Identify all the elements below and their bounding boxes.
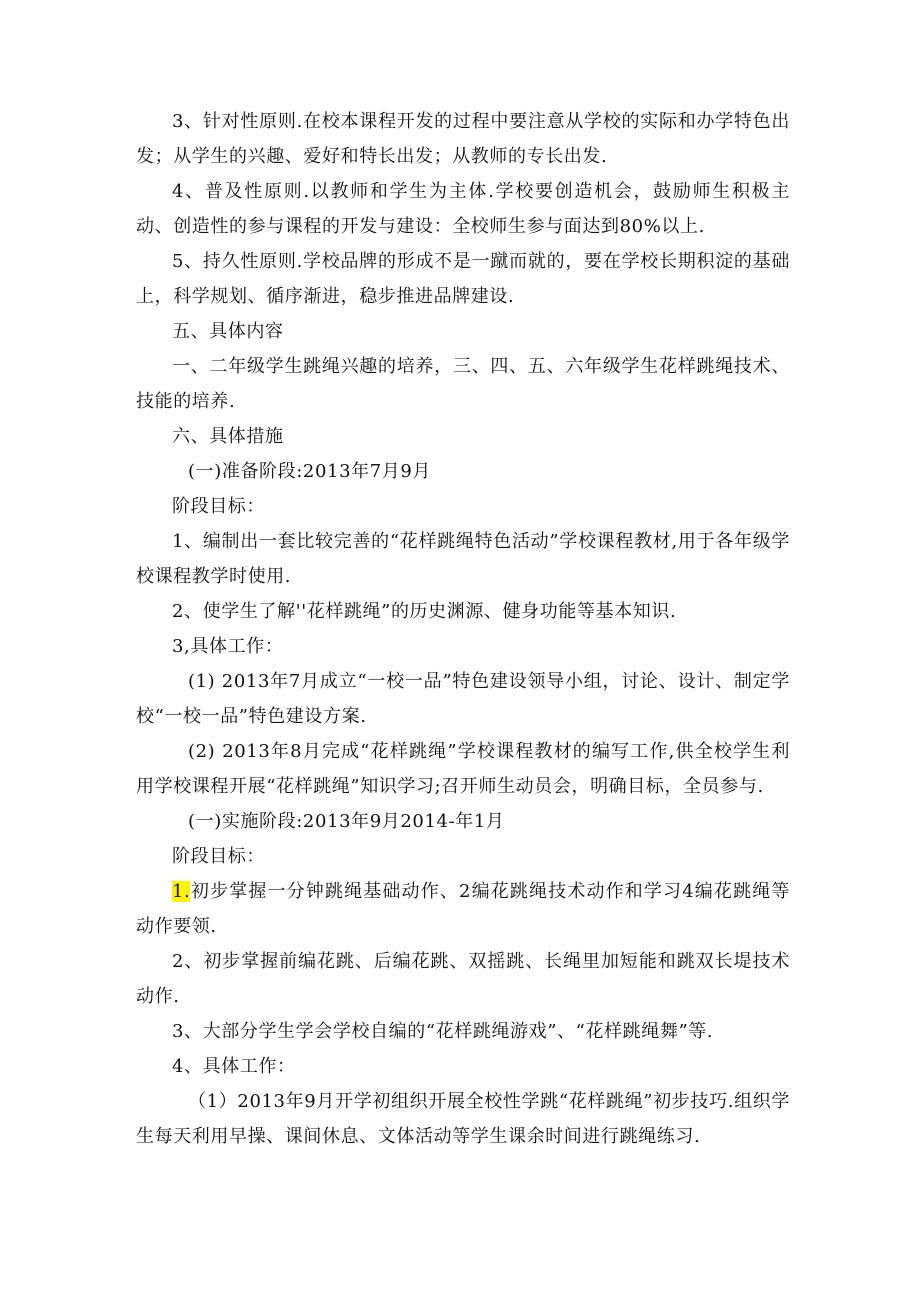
paragraph-work-label: 3,具体工作： (172, 636, 284, 657)
section-heading-measures: 六、具体措施 (172, 426, 284, 447)
highlighted-number: 1. (172, 881, 191, 902)
stage-goals-label-2: 阶段目标： (172, 846, 265, 867)
paragraph-goal-1: 1、编制出一套比较完善的“花样跳绳特色活动”学校课程教材,用于各年级学校课程教学时使用. (136, 531, 790, 587)
paragraph-work-2: (2) 2013年8月完成“花样跳绳”学校课程教材的编写工作,供全校学生利用学校课程开展“花样跳绳”知识学习;召开师生动员会，明确目标，全员参与. (136, 741, 790, 797)
paragraph-work-1: (1) 2013年7月成立“一校一品”特色建设领导小组，讨论、设计、制定学校“一校一品”特色建设方案. (136, 671, 790, 727)
paragraph-goal-2: 2、使学生了解''花样跳绳”的历史渊源、健身功能等基本知识. (172, 601, 677, 622)
section-heading-content: 五、具体内容 (172, 321, 284, 342)
paragraph-principle-4: 4、普及性原则.以教师和学生为主体.学校要创造机会，鼓励师生积极主动、创造性的参与课程的开发与建设：全校师生参与面达到80%以上. (136, 181, 790, 237)
paragraph-impl-work-label: 4、具体工作： (172, 1056, 296, 1077)
stage-heading-preparation: (一)准备阶段:2013年7月9月 (188, 461, 432, 482)
paragraph-impl-goal-2: 2、初步掌握前编花跳、后编花跳、双摇跳、长绳里加短能和跳双长堤技术动作. (136, 951, 790, 1007)
document-body (136, 104, 790, 1154)
paragraph-impl-goal-3: 3、大部分学生学会学校自编的“花样跳绳游戏”、“花样跳绳舞”等. (172, 1021, 714, 1042)
paragraph-content: 一、二年级学生跳绳兴趣的培养，三、四、五、六年级学生花样跳绳技术、技能的培养. (136, 356, 790, 412)
paragraph-principle-3: 3、针对性原则.在校本课程开发的过程中要注意从学校的实际和办学特色出发；从学生的兴趣、爱好和特长出发；从教师的专长出发. (136, 111, 790, 167)
paragraph-impl-work-1: （1）2013年9月开学初组织开展全校性学跳“花样跳绳”初步技巧.组织学生每天利用早操、课间休息、文体活动等学生课余时间进行跳绳练习. (136, 1091, 790, 1147)
paragraph-impl-goal-1-text: 初步掌握一分钟跳绳基础动作、2编花跳绳技术动作和学习4编花跳绳等动作要领. (136, 881, 790, 937)
paragraph-principle-5: 5、持久性原则.学校品牌的形成不是一蹴而就的，要在学校长期积淀的基础上，科学规划、循序渐进，稳步推进品牌建设. (136, 251, 790, 307)
paragraph-impl-goal-1 (136, 874, 790, 944)
stage-goals-label: 阶段目标： (172, 496, 265, 517)
stage-heading-implementation: (一)实施阶段:2013年9月2014-年1月 (188, 811, 505, 832)
